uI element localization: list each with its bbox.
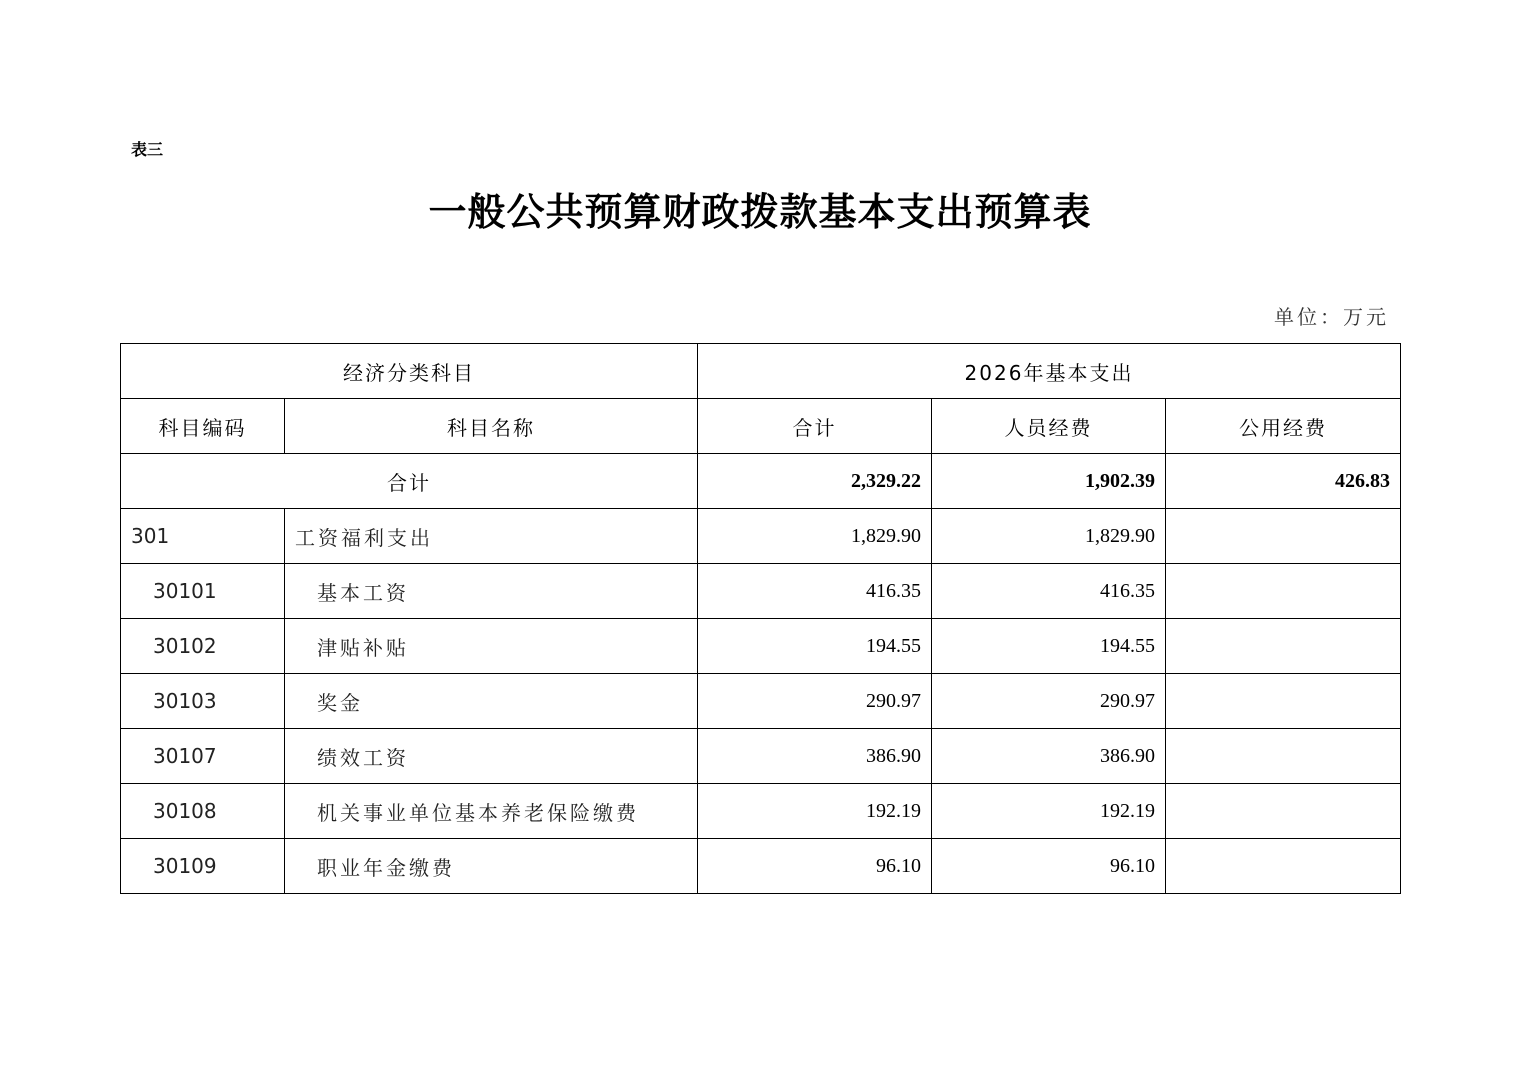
row-name: 基本工资 — [285, 564, 698, 619]
row-total: 192.19 — [698, 784, 932, 839]
table-row — [121, 619, 1401, 674]
row-public — [1166, 674, 1401, 729]
row-name: 绩效工资 — [285, 729, 698, 784]
unit-note: 单位：万元 — [1274, 305, 1389, 329]
row-personnel: 386.90 — [932, 729, 1166, 784]
column-header-personnel: 人员经费 — [932, 399, 1166, 454]
row-code: 30109 — [121, 839, 285, 894]
row-total: 1,829.90 — [698, 509, 932, 564]
total-row — [121, 454, 1401, 509]
year-basic-expenditure-header: 2026年基本支出 — [698, 344, 1401, 399]
row-total: 194.55 — [698, 619, 932, 674]
row-name: 奖金 — [285, 674, 698, 729]
column-header-code: 科目编码 — [121, 399, 285, 454]
row-name: 机关事业单位基本养老保险缴费 — [285, 784, 698, 839]
row-total: 416.35 — [698, 564, 932, 619]
column-header-total: 合计 — [698, 399, 932, 454]
row-code: 30103 — [121, 674, 285, 729]
row-personnel: 416.35 — [932, 564, 1166, 619]
table-row — [121, 509, 1401, 564]
row-total: 386.90 — [698, 729, 932, 784]
row-public — [1166, 509, 1401, 564]
table-row — [121, 564, 1401, 619]
page-title: 一般公共预算财政拨款基本支出预算表 — [428, 189, 1092, 234]
row-personnel: 96.10 — [932, 839, 1166, 894]
row-public — [1166, 564, 1401, 619]
total-row-label: 合计 — [121, 454, 698, 509]
budget-table — [120, 343, 1401, 894]
economic-classification-header: 经济分类科目 — [121, 344, 698, 399]
table-number-label: 表三 — [131, 140, 164, 159]
row-code: 30102 — [121, 619, 285, 674]
row-name: 工资福利支出 — [285, 509, 698, 564]
row-public — [1166, 729, 1401, 784]
table-row — [121, 839, 1401, 894]
group-header-row — [121, 344, 1401, 399]
column-header-row — [121, 399, 1401, 454]
row-personnel: 192.19 — [932, 784, 1166, 839]
total-row-total: 2,329.22 — [698, 454, 932, 509]
row-public — [1166, 619, 1401, 674]
row-code: 30107 — [121, 729, 285, 784]
row-name: 津贴补贴 — [285, 619, 698, 674]
row-total: 290.97 — [698, 674, 932, 729]
column-header-public: 公用经费 — [1166, 399, 1401, 454]
total-row-public: 426.83 — [1166, 454, 1401, 509]
row-personnel: 194.55 — [932, 619, 1166, 674]
row-public — [1166, 784, 1401, 839]
row-code: 30108 — [121, 784, 285, 839]
row-code: 30101 — [121, 564, 285, 619]
row-code: 301 — [121, 509, 285, 564]
row-public — [1166, 839, 1401, 894]
total-row-personnel: 1,902.39 — [932, 454, 1166, 509]
table-row — [121, 729, 1401, 784]
table-row — [121, 784, 1401, 839]
column-header-name: 科目名称 — [285, 399, 698, 454]
table-row — [121, 674, 1401, 729]
row-total: 96.10 — [698, 839, 932, 894]
row-personnel: 1,829.90 — [932, 509, 1166, 564]
row-personnel: 290.97 — [932, 674, 1166, 729]
row-name: 职业年金缴费 — [285, 839, 698, 894]
